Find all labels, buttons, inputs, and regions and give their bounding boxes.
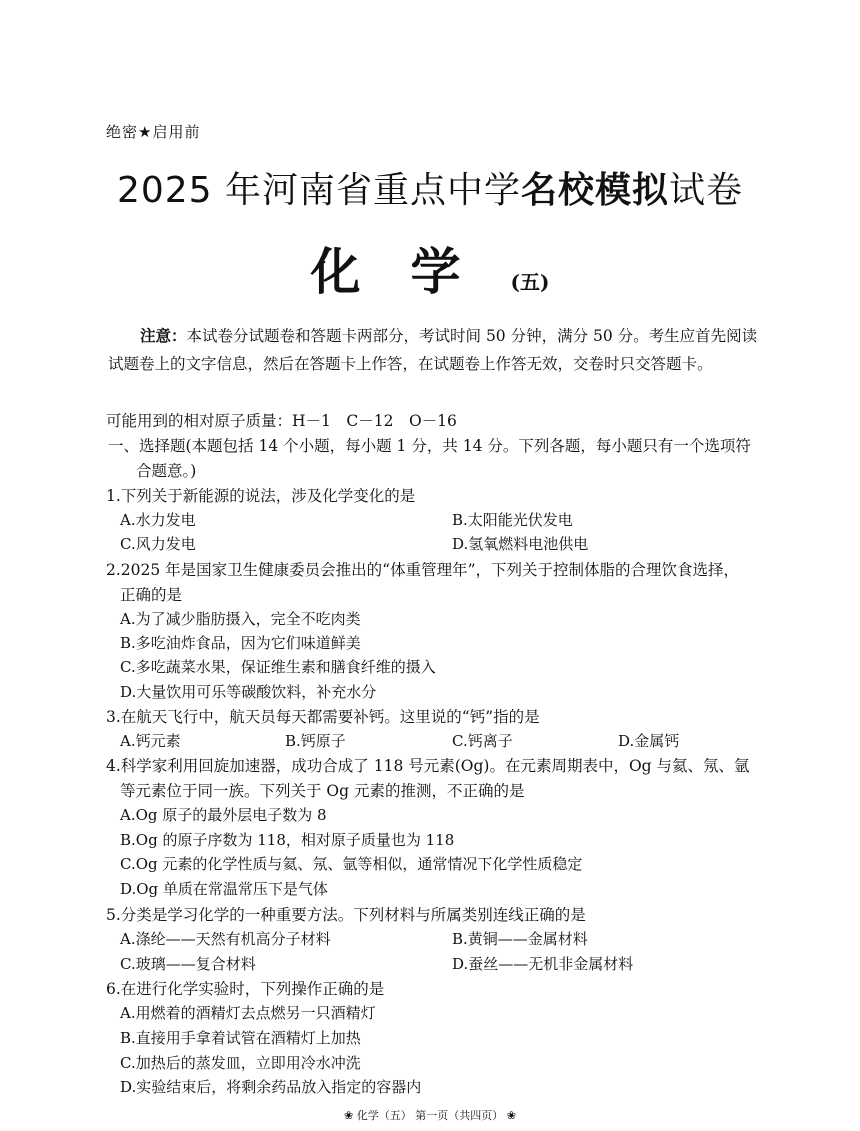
page-footer: ❀ 化学（五） 第一页（共四页） ❀ xyxy=(344,1109,516,1122)
q1-option-d: D.氢氧燃料电池供电 xyxy=(452,535,589,553)
question-2-stem-cont: 正确的是 xyxy=(120,586,183,604)
q1-option-c: C.风力发电 xyxy=(120,535,196,553)
notice-paragraph xyxy=(108,322,768,378)
title-end: 试卷 xyxy=(669,170,744,211)
question-2-stem: 2.2025 年是国家卫生健康委员会推出的“体重管理年”，下列关于控制体脂的合理饮食选择， xyxy=(106,561,740,579)
q5-option-b: B.黄铜——金属材料 xyxy=(452,930,588,948)
q5-option-a: A.涤纶——天然有机高分子材料 xyxy=(120,930,331,948)
q5-option-d: D.蚕丝——无机非金属材料 xyxy=(452,955,634,973)
q6-option-c: C.加热后的蒸发皿，立即用冷水冲洗 xyxy=(120,1054,361,1072)
q4-option-d: D.Og 单质在常温常压下是气体 xyxy=(120,880,328,898)
subject-title xyxy=(0,232,860,304)
subject-name: 化学 xyxy=(310,242,511,301)
q3-option-c: C.钙离子 xyxy=(452,732,513,750)
title-bold: 名校模拟 xyxy=(521,169,670,211)
atomic-mass-line: 可能用到的相对原子质量：H－1 C－12 O－16 xyxy=(106,412,457,430)
question-6-stem: 6.在进行化学实验时，下列操作正确的是 xyxy=(106,980,385,998)
q1-option-a: A.水力发电 xyxy=(120,511,196,529)
q2-option-b: B.多吃油炸食品，因为它们味道鲜美 xyxy=(120,634,361,652)
q4-option-a: A.Og 原子的最外层电子数为 8 xyxy=(120,806,327,824)
question-1-stem: 1.下列关于新能源的说法，涉及化学变化的是 xyxy=(106,487,416,505)
q1-option-b: B.太阳能光伏发电 xyxy=(452,511,573,529)
volume-label: (五) xyxy=(510,270,550,294)
secret-mark: 绝密★启用前 xyxy=(106,123,201,141)
q3-option-d: D.金属钙 xyxy=(618,732,680,750)
exam-title xyxy=(0,162,860,213)
question-4-stem: 4.科学家利用回旋加速器，成功合成了 118 号元素(Og)。在元素周期表中，Og 与氦、氖、氩 xyxy=(106,757,750,775)
q6-option-d: D.实验结束后，将剩余药品放入指定的容器内 xyxy=(120,1078,422,1096)
section-heading: 一、选择题(本题包括 14 个小题，每小题 1 分，共 14 分。下列各题，每小题只有一个选项符 xyxy=(108,437,751,455)
q2-option-c: C.多吃蔬菜水果，保证维生素和膳食纤维的摄入 xyxy=(120,658,436,676)
q3-option-a: A.钙元素 xyxy=(120,732,181,750)
q6-option-b: B.直接用手拿着试管在酒精灯上加热 xyxy=(120,1029,361,1047)
q5-option-c: C.玻璃——复合材料 xyxy=(120,955,256,973)
q4-option-b: B.Og 的原子序数为 118，相对原子质量也为 118 xyxy=(120,831,455,849)
notice-label: 注意： xyxy=(140,326,187,345)
question-3-stem: 3.在航天飞行中，航天员每天都需要补钙。这里说的“钙”指的是 xyxy=(106,708,540,726)
title-main: 2025 年河南省重点中学 xyxy=(116,170,522,211)
q3-option-b: B.钙原子 xyxy=(285,732,346,750)
section-heading-cont: 合题意。) xyxy=(136,462,197,480)
notice-text: 本试卷分试题卷和答题卡两部分，考试时间 50 分钟，满分 50 分。考生应首先阅读试题卷上的文字信息，然后在答题卡上作答，在试题卷上作答无效，交卷时只交答题卡。 xyxy=(108,327,758,373)
q6-option-a: A.用燃着的酒精灯去点燃另一只酒精灯 xyxy=(120,1004,376,1022)
question-5-stem: 5.分类是学习化学的一种重要方法。下列材料与所属类别连线正确的是 xyxy=(106,906,586,924)
question-4-stem-cont: 等元素位于同一族。下列关于 Og 元素的推测，不正确的是 xyxy=(120,782,525,800)
q2-option-d: D.大量饮用可乐等碳酸饮料，补充水分 xyxy=(120,683,377,701)
q2-option-a: A.为了减少脂肪摄入，完全不吃肉类 xyxy=(120,610,361,628)
q4-option-c: C.Og 元素的化学性质与氦、氖、氩等相似，通常情况下化学性质稳定 xyxy=(120,855,583,873)
